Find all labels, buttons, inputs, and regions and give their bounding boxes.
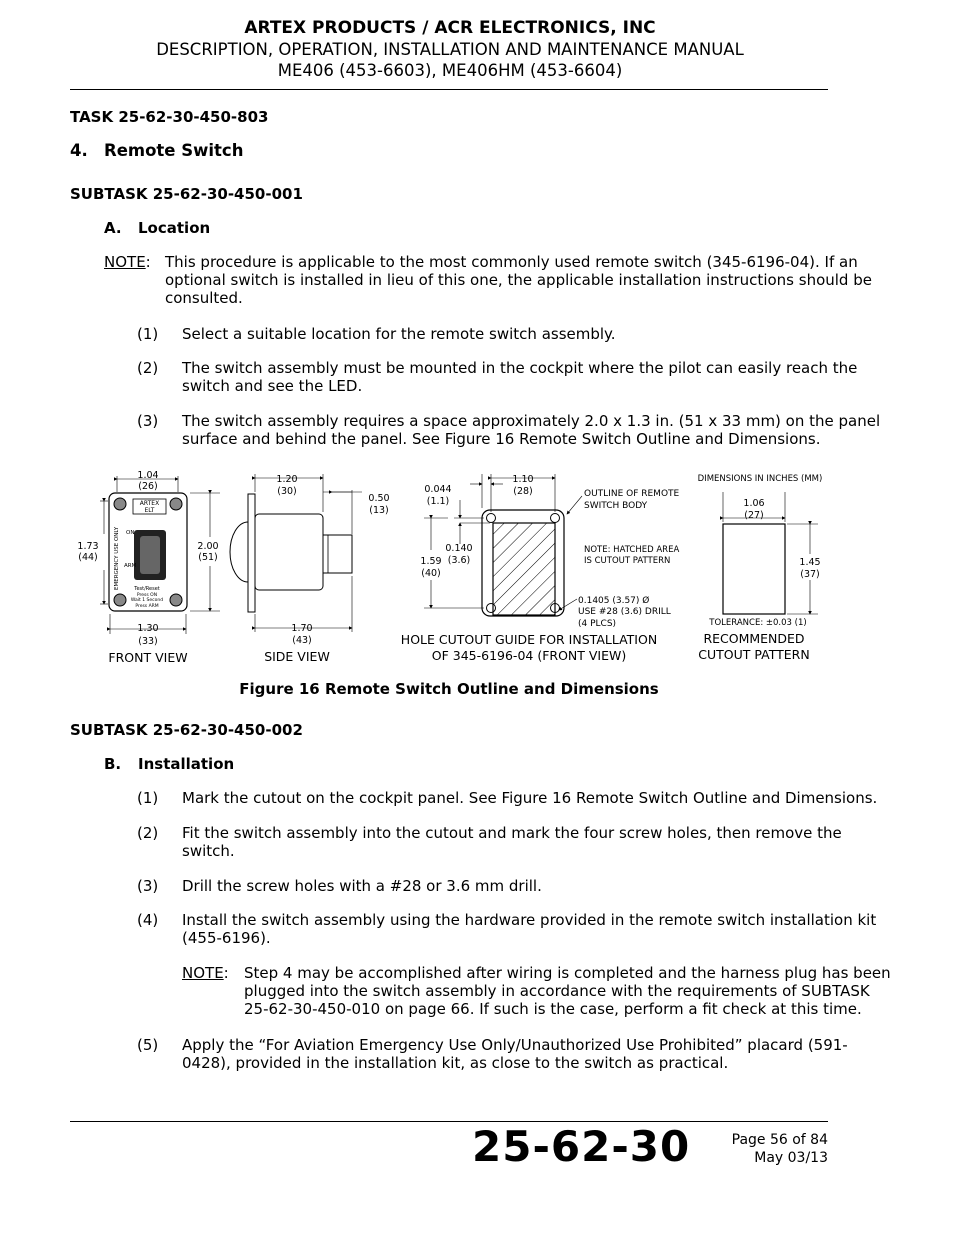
location-note-label (104, 253, 151, 272)
hole-dim-c-mm: (3.6) (447, 555, 471, 566)
front-width-bottom: 1.30 (137, 623, 159, 634)
front-height-left: 1.73 (77, 541, 99, 552)
side-dim-top-mm: (30) (277, 486, 297, 497)
installation-letter: B. (104, 755, 122, 773)
location-title: Location (138, 219, 211, 237)
location-step-3-num: (3) (137, 412, 159, 430)
front-view (77, 470, 220, 665)
location-note-line-3: consulted. (165, 289, 243, 307)
section-title: Remote Switch (104, 141, 244, 160)
recommended-cutout (698, 474, 823, 662)
front-height-right-mm: (51) (198, 552, 218, 563)
task-id: TASK 25-62-30-450-803 (70, 108, 269, 126)
side-dim-bottom: 1.70 (291, 623, 313, 634)
cutout-height: 1.45 (799, 557, 821, 568)
front-test-3: Wait 1 Second (130, 598, 164, 603)
location-step-2-line-2: switch and see the LED. (182, 377, 363, 395)
front-test-1: Test/Reset (134, 586, 160, 592)
section-number: 4. (70, 141, 88, 160)
hole-dim-c: 0.140 (445, 543, 473, 554)
cutout-rectangle (723, 524, 785, 614)
hole-guide-label-2: OF 345-6196-04 (FRONT VIEW) (431, 648, 627, 663)
front-screw-tl (114, 498, 126, 510)
install-note-line-1: Step 4 may be accomplished after wiring is completed and the harness plug has been (244, 964, 891, 982)
header-rule (70, 89, 828, 90)
hatched-cutout (493, 523, 555, 615)
subtask-2: SUBTASK 25-62-30-450-002 (70, 721, 303, 739)
drill-note-1: 0.1405 (3.57) Ø (578, 596, 650, 606)
drill-note-3: (4 PLCS) (578, 619, 617, 629)
install-note-label (182, 964, 229, 983)
side-dim-top: 1.20 (276, 474, 298, 485)
location-step-2-num: (2) (137, 359, 159, 377)
header-manual-title: DESCRIPTION, OPERATION, INSTALLATION AND MAINTENANCE MANUAL (156, 40, 744, 59)
hole-dim-d-mm: (40) (421, 568, 441, 579)
install-note-line-2: plugged into the switch assembly in accordance with the requirements of SUBTASK (244, 982, 870, 1000)
install-step-1-line-1: Mark the cutout on the cockpit panel. See Figure 16 Remote Switch Outline and Dimensions. (182, 789, 878, 807)
install-step-5-num: (5) (137, 1036, 159, 1054)
hatched-note-1: NOTE: HATCHED AREA (584, 545, 680, 555)
front-screw-br (170, 594, 182, 606)
footer-page-number: Page 56 of 84 (731, 1132, 828, 1148)
location-note-line-2: optional switch is installed in lieu of this one, the applicable installation instructions should be (165, 271, 872, 289)
side-dome (230, 522, 248, 582)
location-letter: A. (104, 219, 122, 237)
location-step-1-num: (1) (137, 325, 159, 343)
install-step-3-line-1: Drill the screw holes with a #28 or 3.6 mm drill. (182, 877, 542, 895)
front-height-left-mm: (44) (78, 552, 98, 563)
front-panel-text-2: ELT (144, 507, 155, 514)
location-note-line-1: This procedure is applicable to the most commonly used remote switch (345-6196-04). If an (165, 253, 858, 271)
note-colon: : (145, 253, 151, 271)
cutout-height-mm: (37) (800, 569, 820, 580)
hole-cutout-guide (401, 474, 680, 663)
front-test-4: Press ARM (135, 604, 159, 609)
side-view-label: SIDE VIEW (264, 649, 330, 664)
side-dim-right: 0.50 (368, 493, 390, 504)
hatched-note-2: IS CUTOUT PATTERN (584, 556, 671, 566)
side-view (230, 474, 390, 664)
front-side-text: EMERGENCY USE ONLY (114, 526, 120, 590)
hole-dim-b-mm: (28) (513, 486, 533, 497)
hole-dim-a-mm: (1.1) (426, 496, 450, 507)
install-step-4-line-2: (455-6196). (182, 929, 271, 947)
hole-tl (487, 514, 496, 523)
header-company: ARTEX PRODUCTS / ACR ELECTRONICS, INC (244, 18, 656, 38)
subtask-1: SUBTASK 25-62-30-450-001 (70, 185, 303, 203)
hole-dim-b: 1.10 (512, 474, 534, 485)
front-width-top-mm: (26) (138, 481, 158, 492)
install-step-5-line-2: 0428), provided in the installation kit, as close to the switch as practical. (182, 1054, 729, 1072)
footer-date: May 03/13 (754, 1150, 828, 1166)
cutout-label-2: CUTOUT PATTERN (698, 647, 810, 662)
install-step-3-num: (3) (137, 877, 159, 895)
cutout-width: 1.06 (743, 498, 765, 509)
hole-guide-label-1: HOLE CUTOUT GUIDE FOR INSTALLATION (400, 632, 658, 647)
location-step-2-line-1: The switch assembly must be mounted in the cockpit where the pilot can easily reach the (182, 359, 858, 377)
location-step-3-line-2: surface and behind the panel. See Figure 16 Remote Switch Outline and Dimensions. (182, 430, 821, 448)
install-step-4-line-1: Install the switch assembly using the hardware provided in the remote switch installation kit (182, 911, 877, 929)
footer-ata-code: 25-62-30 (472, 1122, 691, 1171)
side-connector (323, 535, 352, 573)
note-colon: : (223, 964, 229, 982)
front-width-top: 1.04 (137, 470, 159, 481)
hole-tr (551, 514, 560, 523)
front-view-label: FRONT VIEW (108, 650, 188, 665)
hole-dim-a: 0.044 (424, 484, 452, 495)
cutout-units: DIMENSIONS IN INCHES (MM) (697, 474, 823, 484)
note-label: NOTE (104, 253, 146, 271)
cutout-tolerance: TOLERANCE: ±0.03 (1) (709, 618, 807, 628)
side-body (255, 514, 323, 590)
note-label: NOTE (182, 964, 224, 982)
install-note-line-3: 25-62-30-450-010 on page 66. If such is the case, perform a fit check at this time. (244, 1000, 862, 1018)
hole-dim-d: 1.59 (420, 556, 442, 567)
cutout-width-mm: (27) (744, 510, 764, 521)
location-step-1-line-1: Select a suitable location for the remote switch assembly. (182, 325, 616, 343)
outline-label-1: OUTLINE OF REMOTE (584, 489, 680, 499)
front-screw-bl (114, 594, 126, 606)
front-arm-label: ARM (124, 563, 137, 569)
front-on-label: ON (126, 530, 135, 536)
installation-title: Installation (138, 755, 235, 773)
side-dim-bottom-mm: (43) (292, 635, 312, 646)
rocker-switch-face (140, 536, 160, 574)
install-step-5-line-1: Apply the “For Aviation Emergency Use Only/Unauthorized Use Prohibited” placard (591- (182, 1036, 848, 1054)
front-height-right: 2.00 (197, 541, 219, 552)
front-panel-text-1: ARTEX (139, 500, 160, 507)
install-step-2-line-2: switch. (182, 842, 235, 860)
outline-label-2: SWITCH BODY (584, 501, 648, 511)
install-step-2-line-1: Fit the switch assembly into the cutout and mark the four screw holes, then remove the (182, 824, 842, 842)
front-screw-tr (170, 498, 182, 510)
cutout-label-1: RECOMMENDED (703, 631, 805, 646)
front-test-2: Press ON (136, 593, 158, 598)
figure-caption: Figure 16 Remote Switch Outline and Dimensions (239, 680, 659, 698)
side-flange (248, 494, 255, 612)
drill-note-2: USE #28 (3.6) DRILL (578, 607, 671, 617)
footer-rule (70, 1121, 828, 1122)
header-models: ME406 (453-6603), ME406HM (453-6604) (277, 61, 623, 80)
side-dim-right-mm: (13) (369, 505, 389, 516)
install-step-1-num: (1) (137, 789, 159, 807)
front-width-bottom-mm: (33) (138, 636, 158, 647)
figure-16-drawing (70, 462, 830, 672)
install-step-4-num: (4) (137, 911, 159, 929)
install-step-2-num: (2) (137, 824, 159, 842)
location-step-3-line-1: The switch assembly requires a space approximately 2.0 x 1.3 in. (51 x 33 mm) on the panel (182, 412, 881, 430)
